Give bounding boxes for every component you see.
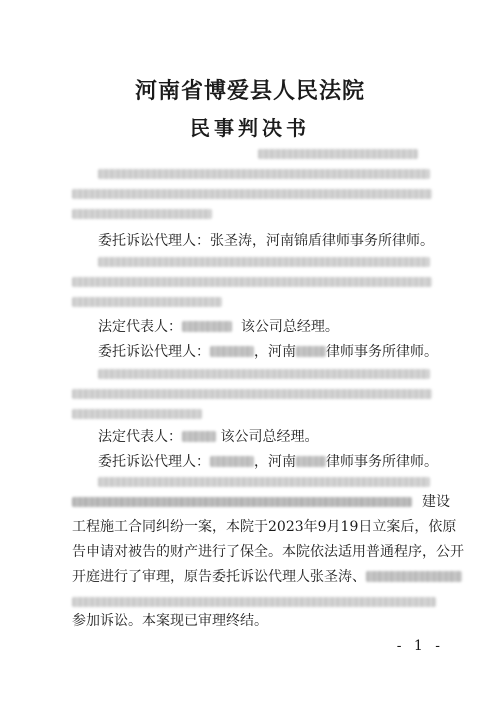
redacted-defendant-1-info — [72, 277, 432, 287]
legal-rep-1-label: 法定代表人： — [98, 319, 182, 335]
legal-rep-2-suffix: 该公司总经理。 — [220, 429, 319, 445]
redacted-plaintiff-info — [72, 209, 212, 219]
body-line-3: 告申请对被告的财产进行了保全。本院依法适用普通程序，公开 — [72, 544, 464, 560]
redacted-case-intro — [72, 497, 412, 507]
plaintiff-agent-line: 委托诉讼代理人：张圣涛，河南锦盾律师事务所律师。 — [98, 233, 434, 249]
body-line-4 — [72, 568, 462, 586]
redacted-plaintiff-info — [72, 189, 432, 199]
redacted-attendees — [366, 571, 462, 582]
case-tail-text: 建设 — [422, 494, 450, 510]
redacted-defendant-2-info — [98, 369, 430, 379]
redacted-name — [182, 321, 232, 332]
redacted-plaintiff-info — [98, 169, 430, 179]
redacted-defendant-2-info — [72, 389, 432, 399]
redacted-attendees-cont — [72, 597, 436, 607]
redacted-name — [210, 456, 254, 467]
legal-rep-2-label: 法定代表人： — [98, 429, 182, 445]
agent-2-firm-suffix: 律师事务所律师。 — [326, 344, 438, 360]
redacted-defendant-2-info — [72, 409, 202, 419]
body-line-2: 工程施工合同纠纷一案，本院于2023年9月19日立案后，依原 — [72, 519, 457, 535]
legal-rep-2-line — [98, 428, 318, 446]
redacted-defendant-1-info — [72, 297, 222, 307]
redacted-case-intro — [98, 477, 430, 487]
redacted-defendant-1-info — [98, 257, 430, 267]
legal-rep-1-suffix: 该公司总经理。 — [240, 319, 339, 335]
agent-3-firm-suffix: 律师事务所律师。 — [326, 454, 438, 470]
agent-2-firm-prefix: ，河南 — [254, 344, 296, 360]
redacted-name — [210, 346, 254, 357]
agent-3-firm-prefix: ，河南 — [254, 454, 296, 470]
redacted-firm — [296, 456, 326, 467]
defendant-1-agent-line — [98, 343, 438, 361]
legal-rep-1-line — [98, 318, 339, 336]
body-line-5: 参加诉讼。本案现已审理终结。 — [72, 613, 268, 629]
redacted-case-number — [258, 149, 418, 159]
court-name: 河南省博爱县人民法院 — [134, 78, 365, 104]
page-number: - 1 - — [396, 638, 444, 654]
defendant-2-agent-line — [98, 453, 438, 471]
redacted-firm — [296, 346, 326, 357]
body-line-4-text: 开庭进行了审理，原告委托诉讼代理人张圣涛、 — [72, 569, 366, 585]
document-type-title: 民事判决书 — [190, 116, 310, 140]
agent-2-label: 委托诉讼代理人： — [98, 344, 210, 360]
redacted-name — [182, 431, 216, 442]
agent-3-label: 委托诉讼代理人： — [98, 454, 210, 470]
